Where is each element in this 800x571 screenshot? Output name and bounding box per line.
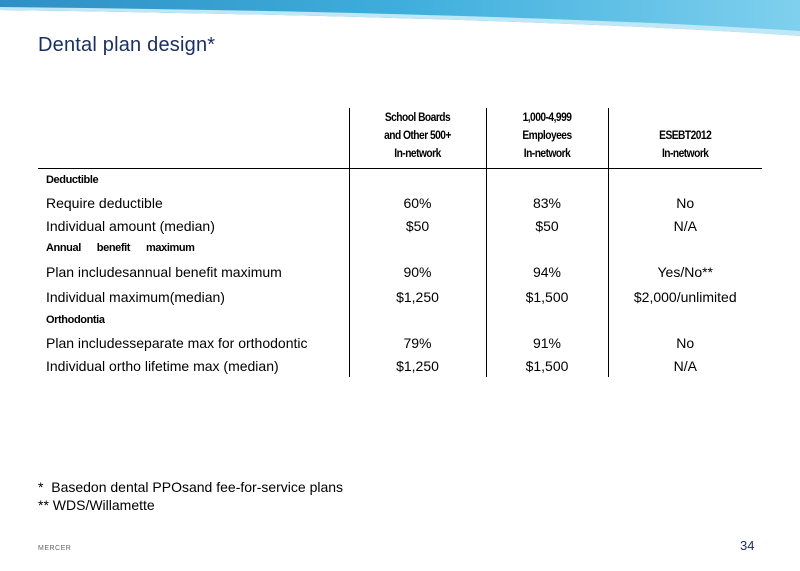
header-line: School Boards (384, 110, 451, 124)
section-title: Orthodontia (46, 314, 105, 326)
row-label: Individual ortho lifetime max (median) (46, 357, 279, 374)
value-employees: $50 (486, 214, 608, 237)
row-label: Individual maximum(median) (46, 288, 225, 305)
value-esebt2012: N/A (608, 354, 762, 377)
value-employees: 91% (486, 331, 608, 354)
header-employees (495, 108, 599, 169)
value-school-boards: $1,250 (349, 284, 486, 309)
section-row-annual-benefit-maximum (38, 237, 762, 259)
value-employees: $1,500 (486, 284, 608, 309)
table-row (38, 259, 762, 284)
footnotes (38, 478, 343, 514)
page-number: 34 (740, 538, 755, 553)
value-school-boards: 79% (349, 331, 486, 354)
value-school-boards: $1,250 (349, 354, 486, 377)
header-blank-cell (61, 108, 325, 169)
table-row (38, 284, 762, 309)
section-row-deductible (38, 169, 762, 192)
row-label: Individual amount (median) (46, 217, 215, 234)
value-esebt2012: No (608, 331, 762, 354)
value-school-boards: 90% (349, 259, 486, 284)
row-label: Plan includesseparate max for orthodontic (46, 334, 308, 351)
value-employees: 83% (486, 191, 608, 214)
value-esebt2012: No (608, 191, 762, 214)
value-employees: $1,500 (486, 354, 608, 377)
dental-plan-table (38, 108, 762, 377)
table-row (38, 214, 762, 237)
value-school-boards: $50 (349, 214, 486, 237)
page-title: Dental plan design* (38, 34, 216, 56)
table-row (38, 354, 762, 377)
header-line: In-network (394, 146, 441, 160)
header-line (620, 108, 750, 126)
table-row (38, 191, 762, 214)
header-esebt2012 (620, 108, 751, 169)
value-school-boards: 60% (349, 191, 486, 214)
footnote: * Basedon dental PPOsand fee-for-service plans (38, 479, 344, 495)
section-title: Annual benefit maximum (46, 242, 195, 254)
value-esebt2012: $2,000/unlimited (608, 284, 762, 309)
header-line: and Other 500+ (384, 128, 451, 142)
value-esebt2012: N/A (608, 214, 762, 237)
table-header-row (38, 108, 762, 169)
header-line: In-network (661, 146, 709, 160)
header-line: 1,000-4,999 (522, 110, 572, 124)
row-label: Require deductible (46, 194, 163, 211)
value-esebt2012: Yes/No** (608, 259, 762, 284)
brand-logo-text: MERCER (38, 545, 72, 552)
section-row-orthodontia (38, 309, 762, 331)
row-label: Plan includesannual benefit maximum (46, 263, 282, 280)
section-title: Deductible (46, 174, 99, 186)
top-decorative-band (0, 0, 800, 36)
header-line: Employees (522, 128, 572, 142)
value-employees: 94% (486, 259, 608, 284)
footnote: ** WDS/Willamette (38, 497, 155, 513)
header-line: In-network (523, 146, 571, 160)
table-row (38, 331, 762, 354)
header-school-boards (359, 108, 475, 169)
header-line: ESEBT2012 (659, 128, 712, 142)
